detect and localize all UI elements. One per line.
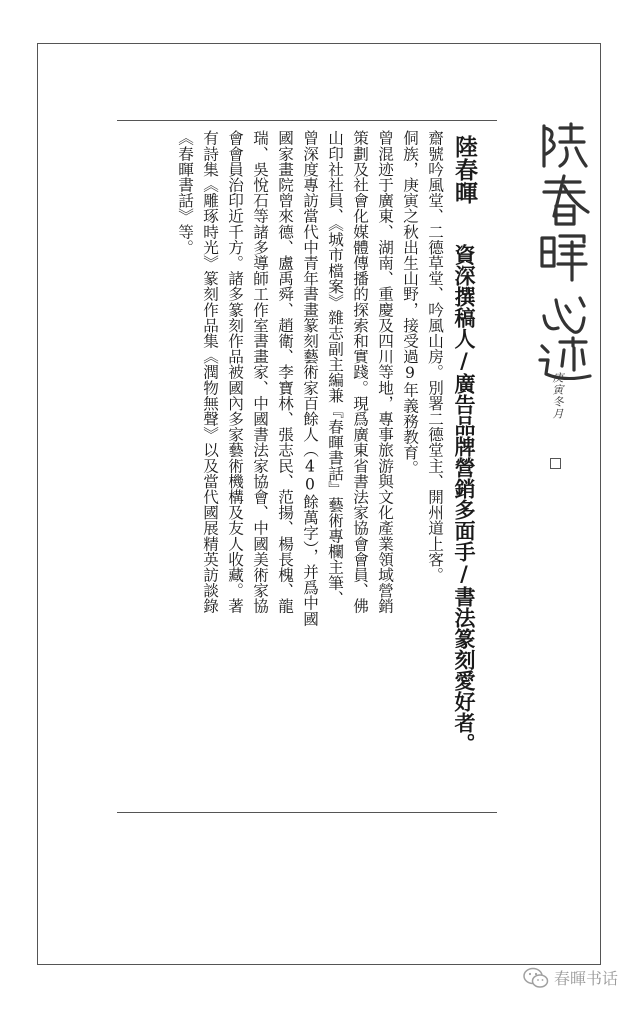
bottom-divider (117, 812, 497, 813)
author-roles: 資深撰稿人/廣告品牌營銷多面手/書法篆刻愛好者。 (452, 244, 476, 754)
top-divider (117, 120, 497, 121)
body-column: 瑞、吳悅石等諸多導師工作室書畫家、中國書法家協會、中國美術家協 (251, 130, 269, 614)
author-name: 陸春暉 (451, 135, 477, 204)
body-column: 有詩集《雕琢時光》篆刻作品集《潤物無聲》以及當代國展精英訪談錄 (201, 130, 219, 614)
heading-column (448, 135, 481, 754)
body-column: 會會員治印近千方。諸多篆刻作品被國內多家藝術機構及友人收藏。著 (226, 130, 244, 614)
calligraphy-inscription: 庚寅冬月 (551, 372, 564, 420)
body-column: 國家畫院曾來德、盧禹舜、趙衛、李寶林、張志民、范揚、楊長槐、龍 (276, 130, 294, 614)
seal-stamp (550, 458, 561, 469)
body-column: 齋號吟風堂、二德草堂、吟風山房。別署二德堂主、開州道上客。 (426, 130, 444, 583)
body-column: 侗族，庚寅之秋出生山野，接受過9年義務教育。 (401, 130, 419, 476)
wechat-icon (523, 967, 549, 989)
body-column: 曾深度專訪當代中青年書畫篆刻藝術家百餘人（40餘萬字），并爲中國 (301, 130, 319, 627)
watermark-label: 春暉书话 (553, 969, 618, 988)
body-column: 《春暉書話》等。 (176, 130, 194, 255)
body-column: 曾混迹于廣東、湖南、重慶及四川等地，專事旅游與文化產業領域營銷 (376, 130, 394, 614)
watermark (523, 966, 618, 989)
body-column: 策劃及社會化媒體傳播的探索和實踐。現爲廣東省書法家協會會員、佛 (351, 130, 369, 614)
body-column: 山印社社員、《城市檔案》雜志副主編兼『春暉書話』藝術專欄主筆、 (326, 130, 344, 606)
calligraphy-title (530, 120, 594, 380)
